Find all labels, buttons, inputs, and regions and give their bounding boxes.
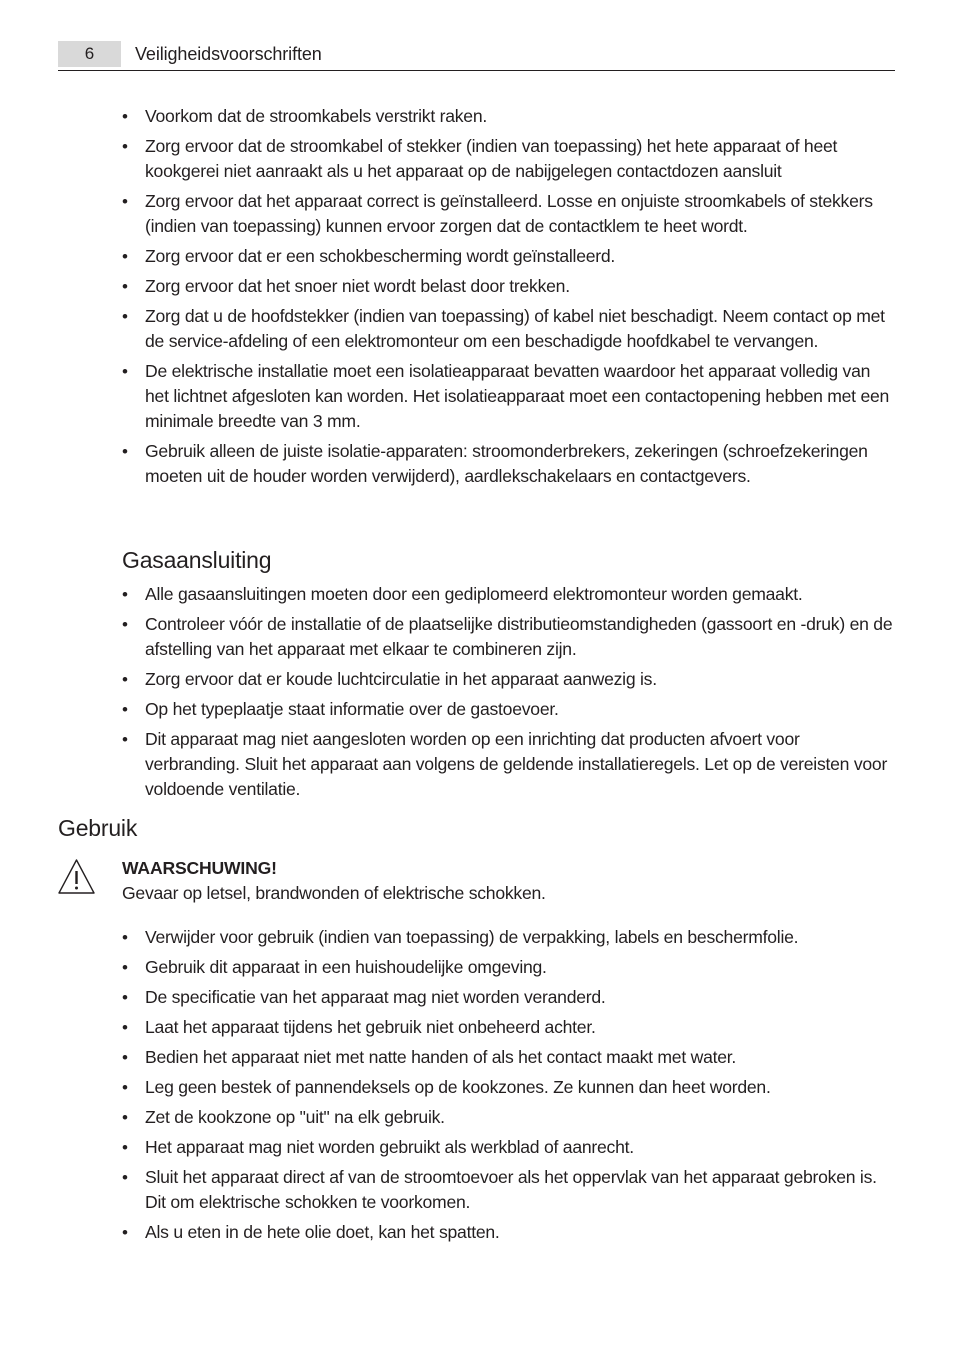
- bullet-icon: •: [122, 107, 128, 126]
- list-item: • Zorg ervoor dat er koude luchtcirculatie in het apparaat aanwezig is.: [122, 667, 894, 692]
- bullet-icon: •: [122, 307, 128, 326]
- bullet-icon: •: [122, 1138, 128, 1157]
- bullet-icon: •: [122, 988, 128, 1007]
- list-item: • Gebruik dit apparaat in een huishoudelijke omgeving.: [122, 955, 894, 980]
- list-item: • Controleer vóór de installatie of de plaatselijke distributieomstandigheden (gassoort en -druk) en de afstelling van het apparaat met elkaar te combineren zijn.: [122, 614, 893, 659]
- bullet-icon: •: [122, 730, 128, 749]
- electric-safety-list: [122, 104, 894, 494]
- list-item: • Zet de kookzone op "uit" na elk gebruik.: [122, 1105, 894, 1130]
- list-item: • Verwijder voor gebruik (indien van toepassing) de verpakking, labels en beschermfolie.: [122, 925, 894, 950]
- bullet-icon: •: [122, 1168, 128, 1187]
- bullet-icon: •: [122, 277, 128, 296]
- list-item: • Het apparaat mag niet worden gebruikt als werkblad of aanrecht.: [122, 1135, 894, 1160]
- usage-list: [122, 925, 894, 1250]
- list-item: • Op het typeplaatje staat informatie over de gastoevoer.: [122, 697, 894, 722]
- list-item: • Zorg ervoor dat er een schokbescherming wordt geïnstalleerd.: [122, 244, 894, 269]
- list-item: • Alle gasaansluitingen moeten door een gediplomeerd elektromonteur worden gemaakt.: [122, 582, 894, 607]
- warning-text: Gevaar op letsel, brandwonden of elektrische schokken.: [122, 883, 546, 903]
- warning-icon: [57, 858, 96, 895]
- list-item: • Laat het apparaat tijdens het gebruik niet onbeheerd achter.: [122, 1015, 894, 1040]
- list-item: • Gebruik alleen de juiste isolatie-apparaten: stroomonderbrekers, zekeringen (schroefzekeringen moeten uit de houder worden verwijderd), aardlekschakelaars en contactgevers.: [122, 441, 868, 486]
- list-item: • Zorg ervoor dat het apparaat correct is geïnstalleerd. Losse en onjuiste stroomkabels of stekkers (indien van toepassing) kunnen ervoor zorgen dat de contactklem te heet wordt.: [122, 191, 873, 236]
- page-number: 6: [58, 41, 121, 67]
- bullet-icon: •: [122, 670, 128, 689]
- list-item: • Leg geen bestek of pannendeksels op de kookzones. Ze kunnen dan heet worden.: [122, 1075, 894, 1100]
- list-item: • Zorg ervoor dat de stroomkabel of stekker (indien van toepassing) het hete apparaat of heet kookgerei niet aanraakt als u het apparaat op de nabijgelegen contactdozen aansluit: [122, 136, 838, 181]
- list-item: • Bedien het apparaat niet met natte handen of als het contact maakt met water.: [122, 1045, 894, 1070]
- bullet-icon: •: [122, 585, 128, 604]
- bullet-icon: •: [122, 1223, 128, 1242]
- page-header: [58, 38, 895, 71]
- list-item: • Dit apparaat mag niet aangesloten worden op een inrichting dat producten afvoert voor verbranding. Sluit het apparaat aan volgens de geldende installatieregels. Let op de vereisten voor voldoende ventilatie.: [122, 729, 888, 799]
- list-item: • Voorkom dat de stroomkabels verstrikt raken.: [122, 104, 894, 129]
- bullet-icon: •: [122, 442, 128, 461]
- bullet-icon: •: [122, 928, 128, 947]
- list-item: • De specificatie van het apparaat mag niet worden veranderd.: [122, 985, 894, 1010]
- bullet-icon: •: [122, 615, 128, 634]
- bullet-icon: •: [122, 1108, 128, 1127]
- gas-heading: Gasaansluiting: [122, 547, 272, 573]
- bullet-icon: •: [122, 1048, 128, 1067]
- list-item: • Sluit het apparaat direct af van de stroomtoevoer als het oppervlak van het apparaat gebroken is. Dit om elektrische schokken te voorkomen.: [122, 1167, 877, 1212]
- bullet-icon: •: [122, 1018, 128, 1037]
- list-item: • De elektrische installatie moet een isolatieapparaat bevatten waardoor het apparaat volledig van het lichtnet afgesloten kan worden. Het isolatieapparaat moet een contactopening hebben met een minimale breedte van 3 mm.: [122, 361, 890, 431]
- usage-heading: Gebruik: [58, 815, 138, 841]
- bullet-icon: •: [122, 362, 128, 381]
- warning-title: WAARSCHUWING!: [122, 858, 277, 878]
- list-item: • Als u eten in de hete olie doet, kan het spatten.: [122, 1220, 894, 1245]
- list-item: • Zorg ervoor dat het snoer niet wordt belast door trekken.: [122, 274, 894, 299]
- bullet-icon: •: [122, 247, 128, 266]
- bullet-icon: •: [122, 1078, 128, 1097]
- gas-list: [122, 582, 894, 807]
- bullet-icon: •: [122, 700, 128, 719]
- bullet-icon: •: [122, 137, 128, 156]
- list-item: • Zorg dat u de hoofdstekker (indien van toepassing) of kabel niet beschadigt. Neem contact op met de service-afdeling of een elektromonteur om een beschadigde hoofdkabel te vervangen.: [122, 306, 885, 351]
- bullet-icon: •: [122, 958, 128, 977]
- section-title: Veiligheidsvoorschriften: [135, 44, 322, 64]
- bullet-icon: •: [122, 192, 128, 211]
